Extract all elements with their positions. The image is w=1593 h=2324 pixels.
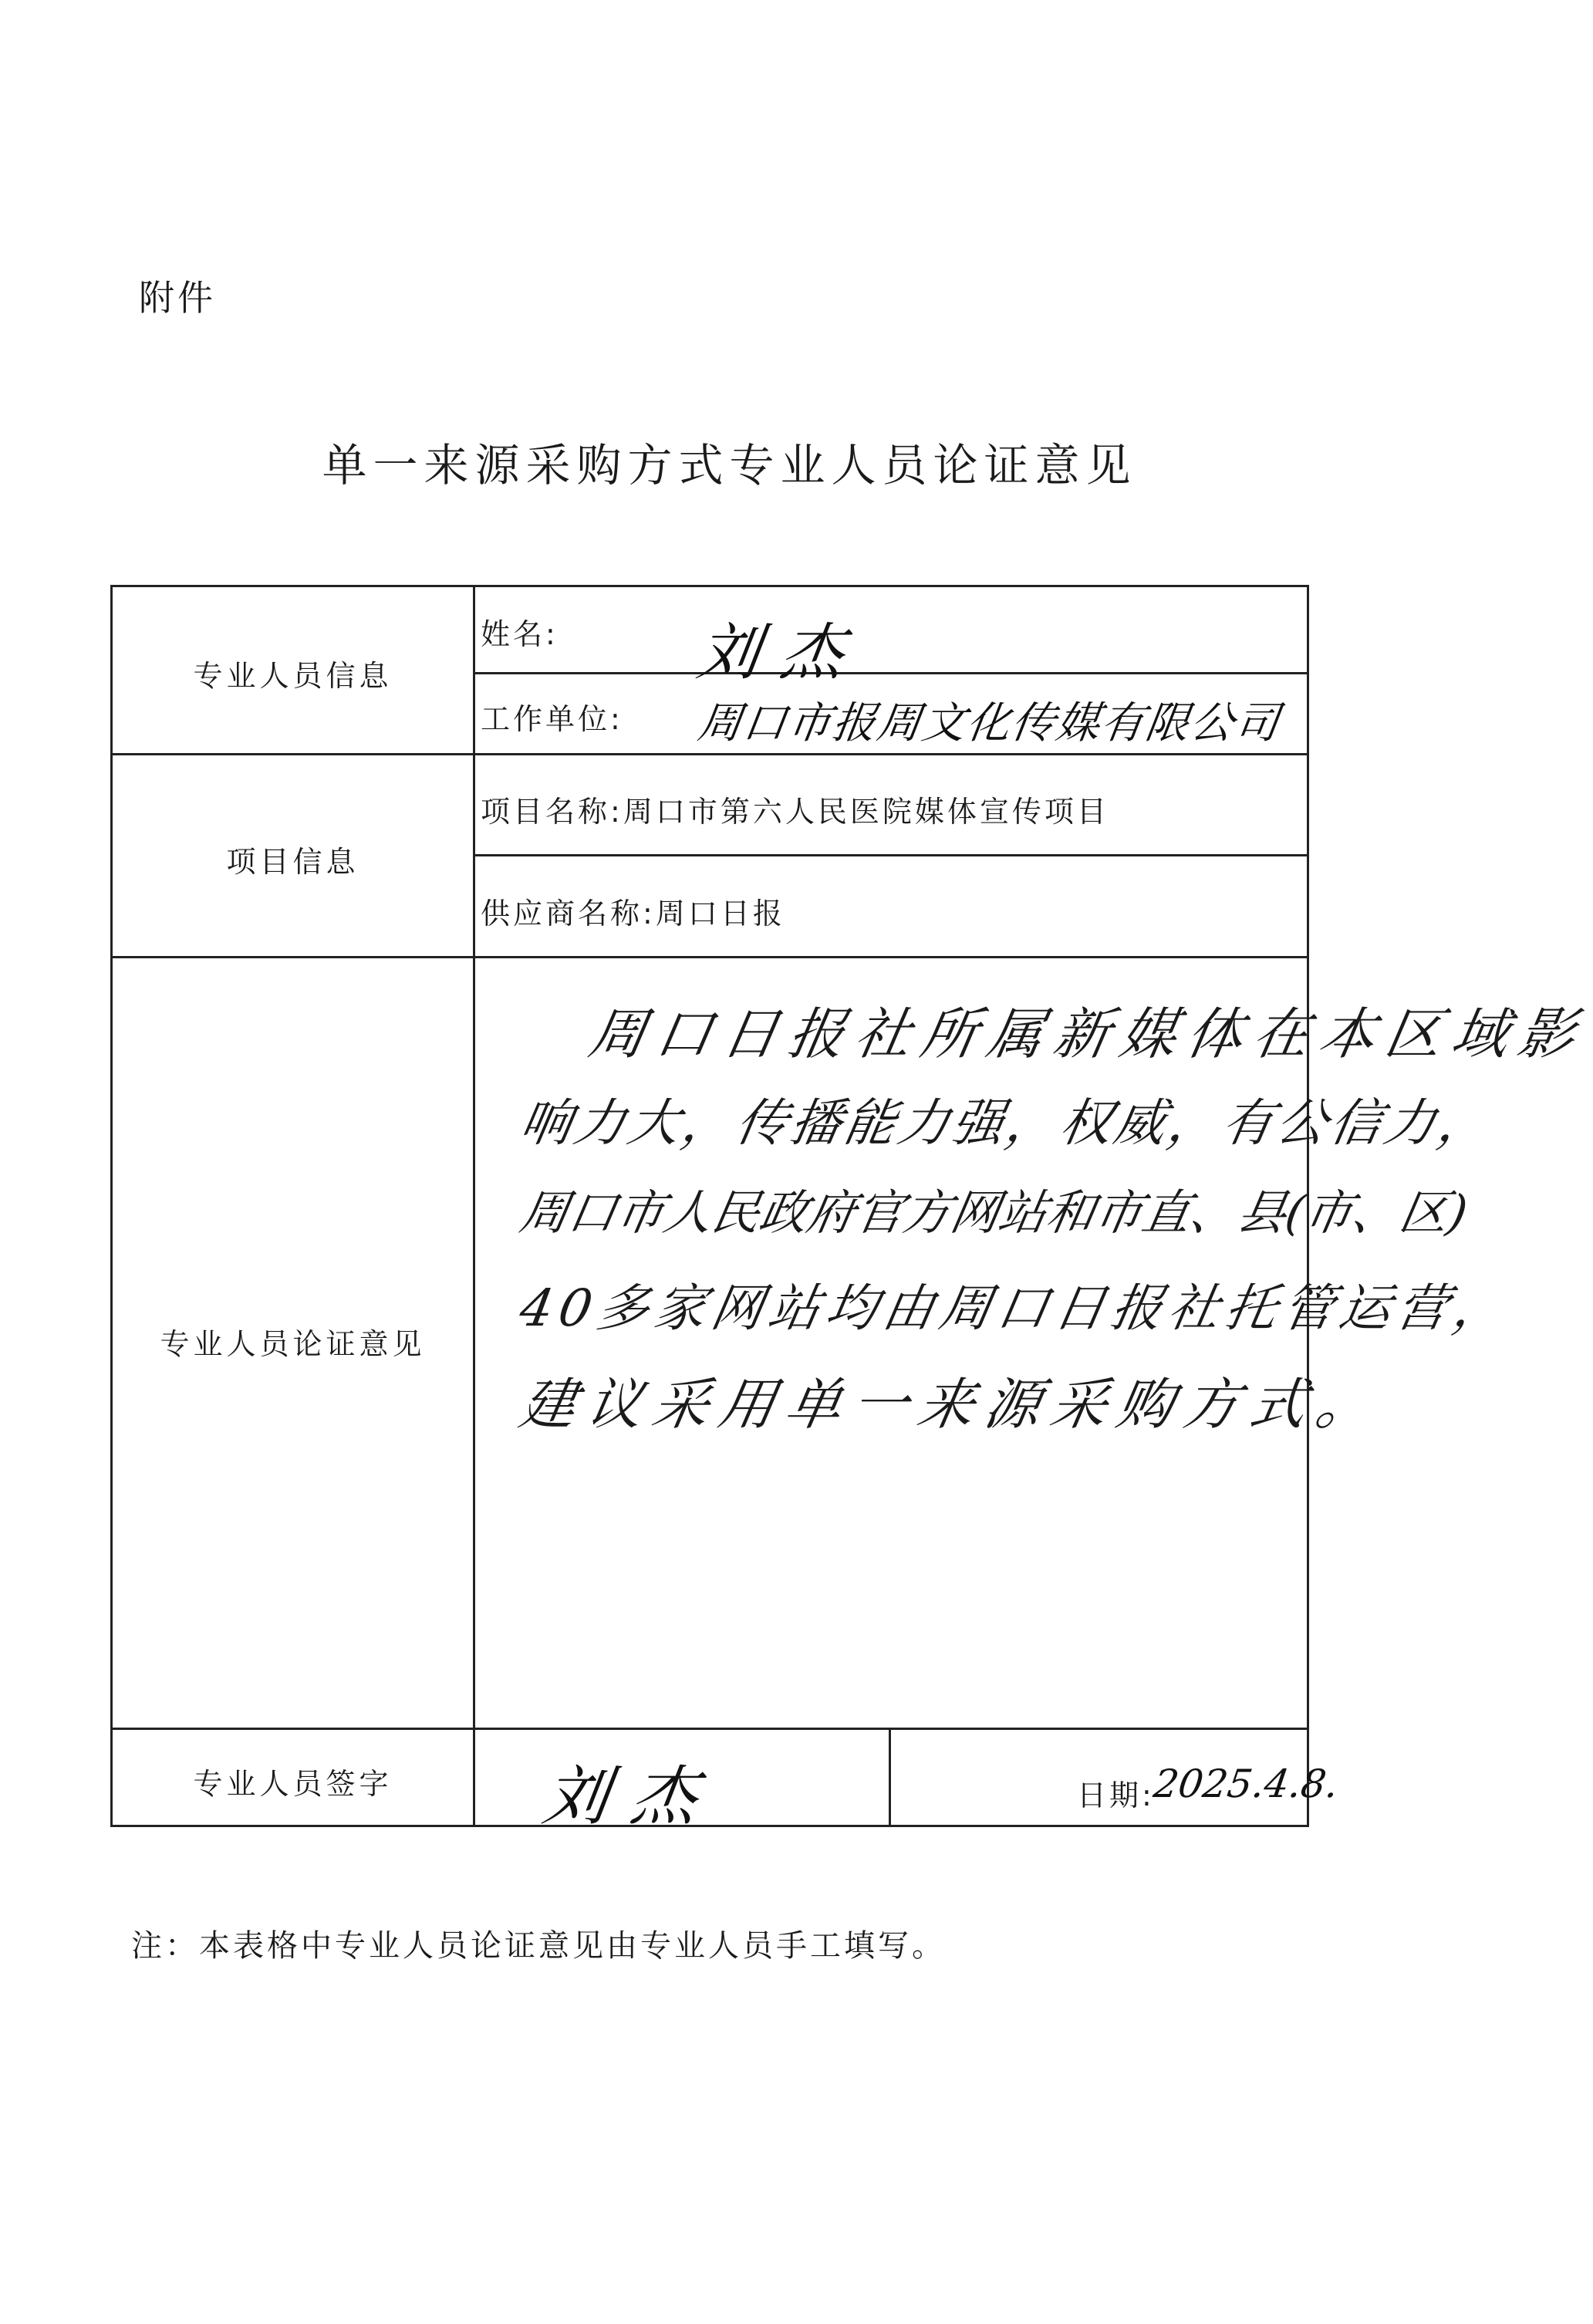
document-title: 单一来源采购方式专业人员论证意见 xyxy=(322,439,1137,491)
opinion-line: 40多家网站均由周口日报社托管运营， xyxy=(515,1279,1517,1338)
opinion-label: 专业人员论证意见 xyxy=(160,1327,426,1361)
opinion-line: 周口市人民政府官方网站和市直、县(市、区) xyxy=(515,1184,1472,1241)
opinion-line: 响力大，传播能力强，权威，有公信力， xyxy=(515,1093,1498,1153)
opinion-line: 建议采用单一来源采购方式。 xyxy=(515,1372,1389,1437)
row-divider xyxy=(113,753,1307,755)
opinion-line: 周口日报社所属新媒体在本区域影 xyxy=(584,1002,1591,1066)
signature-handwritten: 刘杰 xyxy=(538,1758,725,1834)
footnote: 注：本表格中专业人员论证意见由专业人员手工填写。 xyxy=(131,1928,946,1964)
name-label: 姓名: xyxy=(481,617,559,651)
cell-divider xyxy=(475,854,1307,856)
date-handwritten: 2025.4.8. xyxy=(1150,1762,1342,1806)
form-table xyxy=(110,585,1591,1834)
opinion-text xyxy=(475,958,1591,1728)
project-info-label: 项目信息 xyxy=(226,845,359,879)
supplier-label: 供应商名称: xyxy=(481,897,656,931)
employer-label: 工作单位: xyxy=(481,702,623,736)
project-name-label: 项目名称: xyxy=(481,795,623,829)
date-label: 日期: xyxy=(1077,1778,1155,1812)
supplier-value: 周口日报 xyxy=(655,897,785,931)
signature-divider xyxy=(889,1728,891,1825)
cell-divider xyxy=(475,672,1307,674)
attachment-label: 附件 xyxy=(139,277,216,319)
project-name-line xyxy=(481,788,1109,830)
project-name-value: 周口市第六人民医院媒体宣传项目 xyxy=(623,795,1109,829)
supplier-line xyxy=(481,890,785,932)
name-handwritten: 刘杰 xyxy=(693,616,870,688)
row-divider xyxy=(113,1728,1307,1730)
employer-handwritten: 周口市报周文化传媒有限公司 xyxy=(694,698,1284,748)
personnel-info-label: 专业人员信息 xyxy=(193,659,393,693)
signature-label: 专业人员签字 xyxy=(193,1767,393,1801)
